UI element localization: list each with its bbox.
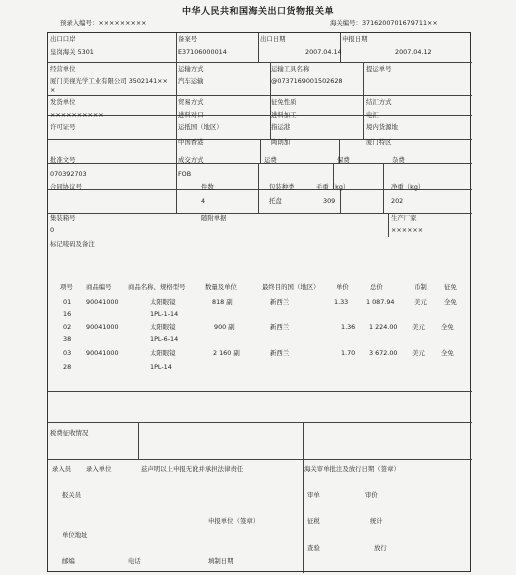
rule [258, 163, 259, 189]
page-title: 中华人民共和国海关出口货物报关单 [181, 7, 334, 17]
trade-value: 进料对口 [178, 111, 204, 119]
maker-value: ×××××× [391, 226, 424, 234]
item-qty: 2 160 副 [213, 349, 240, 357]
goods-header-qty: 数量及单位 [205, 283, 237, 291]
item-code: 90041000 [86, 298, 119, 306]
pack-label: 包装种类 [269, 183, 295, 191]
approval-value: 070392703 [50, 170, 87, 178]
trade-label: 贸易方式 [178, 98, 204, 106]
declare-date-value: 2007.04.12 [395, 48, 432, 56]
docs-label: 随附单据 [201, 214, 227, 222]
statement-text: 兹声明以上申报无讹并承担法律责任 [141, 465, 244, 473]
rule [48, 163, 472, 164]
goods-header-levy: 征免 [444, 283, 457, 291]
item-model: 1PL-1-14 [150, 310, 179, 318]
pack-value: 托盘 [269, 197, 282, 205]
item-country: 新西兰 [270, 323, 290, 331]
pieces-label: 件数 [201, 183, 214, 191]
rule [138, 422, 139, 459]
maker-label: 生产厂家 [391, 214, 417, 222]
deal-label: 成交方式 [178, 156, 204, 164]
rule [363, 62, 364, 115]
pieces-value: 4 [201, 197, 206, 205]
levy-nature-label: 征免性质 [271, 98, 297, 106]
shipper-value: ×××××××××× [50, 111, 104, 119]
approval-label: 批准文号 [50, 156, 76, 164]
operator-label: 经营单位 [50, 65, 76, 73]
fill-date-label: 填制日期 [208, 557, 234, 565]
container-label: 集装箱号 [50, 214, 76, 222]
rule [260, 139, 261, 163]
item-sub: 38 [63, 335, 72, 343]
rule [383, 189, 384, 213]
item-no: 03 [63, 349, 72, 357]
item-no: 01 [63, 298, 72, 306]
vehicle-label: 运输工具名称 [271, 65, 310, 73]
rule [340, 189, 341, 213]
rule [48, 62, 472, 63]
goods-header-code: 商品编号 [86, 283, 112, 291]
net-label: 净重（kg） [391, 183, 425, 191]
container-value: 0 [50, 226, 55, 234]
item-currency: 美元 [412, 323, 425, 331]
record-no-label: 备案号 [178, 35, 198, 43]
item-qty: 818 副 [212, 298, 233, 306]
item-country: 新西兰 [270, 298, 290, 306]
insurance-label: 保费 [337, 156, 350, 164]
rule [48, 422, 472, 423]
rule [258, 189, 259, 213]
declare-unit-label: 申报单位（签章） [208, 517, 260, 525]
customs-number: 海关编号：3716200701679711×× [330, 19, 438, 27]
levy-nature-value: 进料加工 [271, 111, 297, 119]
goods-header-price: 单价 [336, 283, 349, 291]
rule [383, 163, 384, 189]
transport-label: 运输方式 [178, 65, 204, 73]
deal-value: FOB [178, 170, 192, 178]
item-price: 1.36 [341, 323, 356, 331]
item-sub: 28 [63, 363, 72, 371]
rule [48, 95, 472, 96]
rule [258, 33, 259, 62]
item-qty: 900 副 [214, 323, 235, 331]
unit-address-label: 单位地址 [62, 531, 88, 539]
item-price: 1.33 [334, 298, 349, 306]
contract-label: 合同协议号 [50, 183, 82, 191]
item-country: 新西兰 [270, 349, 290, 357]
price-review-label: 审价 [365, 491, 378, 499]
bill-label: 提运单号 [366, 65, 392, 73]
operator-value: 厦门美视光学工业有限公司 3502141×× [50, 77, 168, 85]
goods-header-currency: 币制 [414, 283, 427, 291]
license-label: 许可证号 [50, 123, 76, 131]
export-port-value: 皇岗海关 5301 [50, 48, 94, 56]
item-name: 太阳眼镜 [150, 349, 176, 357]
item-model: 1PL-6-14 [150, 335, 179, 343]
gross-label: 毛重（kg） [316, 183, 350, 191]
item-model: 1PL-14 [150, 363, 172, 371]
declarant-label: 报关员 [62, 491, 82, 499]
rule [388, 213, 389, 237]
marks-label: 标记唛码及备注 [50, 240, 95, 248]
net-value: 202 [391, 197, 404, 205]
entry-person-label: 录入员 [52, 465, 72, 473]
goods-header-name: 商品名称、规格型号 [128, 283, 186, 291]
export-date-value: 2007.04.14 [305, 48, 342, 56]
item-total: 1 087.94 [366, 298, 395, 306]
gross-value: 309 [323, 197, 336, 205]
settle-label: 结汇方式 [366, 98, 392, 106]
source-label: 境内货源地 [366, 123, 398, 131]
item-name: 太阳眼镜 [150, 298, 176, 306]
item-levy: 全免 [441, 349, 454, 357]
customs-approval-label: 海关审单批注及放行日期（签章） [304, 465, 400, 473]
record-no-value: E37106000014 [178, 48, 227, 56]
item-code: 90041000 [86, 349, 119, 357]
source-value: 厦门特区 [366, 138, 392, 146]
misc-label: 杂费 [392, 156, 405, 164]
pre-entry-number: 预录入编号：××××××××× [60, 19, 147, 27]
rule [48, 391, 472, 392]
stats-label: 统计 [370, 517, 383, 525]
item-sub: 16 [63, 310, 72, 318]
export-date-label: 出口日期 [260, 35, 286, 43]
freight-label: 运费 [264, 156, 277, 164]
rule [48, 115, 472, 116]
rule [363, 115, 364, 139]
port-label: 指运港 [271, 123, 291, 131]
rule [48, 459, 472, 460]
item-no: 02 [63, 323, 72, 331]
goods-header-no: 项号 [60, 283, 73, 291]
item-currency: 美元 [414, 298, 427, 306]
dest-country-value: 中国香港 [178, 138, 204, 146]
operator-value-cont: × [50, 86, 56, 94]
item-total: 1 224.00 [369, 323, 398, 331]
review-label: 审单 [307, 491, 320, 499]
tax-label: 税费征收情况 [50, 429, 89, 437]
port-value: 陶朗加 [271, 138, 291, 146]
item-price: 1.70 [341, 349, 356, 357]
goods-header-total: 总价 [370, 283, 383, 291]
item-code: 90041000 [86, 323, 119, 331]
declare-date-label: 申报日期 [342, 35, 368, 43]
rule [303, 422, 304, 573]
item-total: 3 672.00 [369, 349, 398, 357]
entry-unit-label: 录入单位 [86, 465, 112, 473]
dest-country-label: 运抵国（地区） [178, 123, 223, 131]
vehicle-value: @0737169001502628 [271, 77, 343, 85]
item-levy: 全免 [444, 298, 457, 306]
release-label: 放行 [374, 544, 387, 552]
export-port-label: 出口口岸 [50, 35, 76, 43]
rule [176, 33, 177, 213]
item-levy: 全免 [441, 323, 454, 331]
tax-review-label: 征税 [307, 517, 320, 525]
postcode-label: 邮编 [62, 557, 75, 565]
item-name: 太阳眼镜 [150, 323, 176, 331]
transport-value: 汽车运输 [178, 77, 204, 85]
inspect-label: 查验 [307, 544, 320, 552]
phone-label: 电话 [128, 557, 141, 565]
goods-header-country: 最终目的国（地区） [262, 283, 320, 291]
settle-value: 电汇 [366, 111, 379, 119]
item-currency: 美元 [412, 349, 425, 357]
shipper-label: 发货单位 [50, 98, 76, 106]
